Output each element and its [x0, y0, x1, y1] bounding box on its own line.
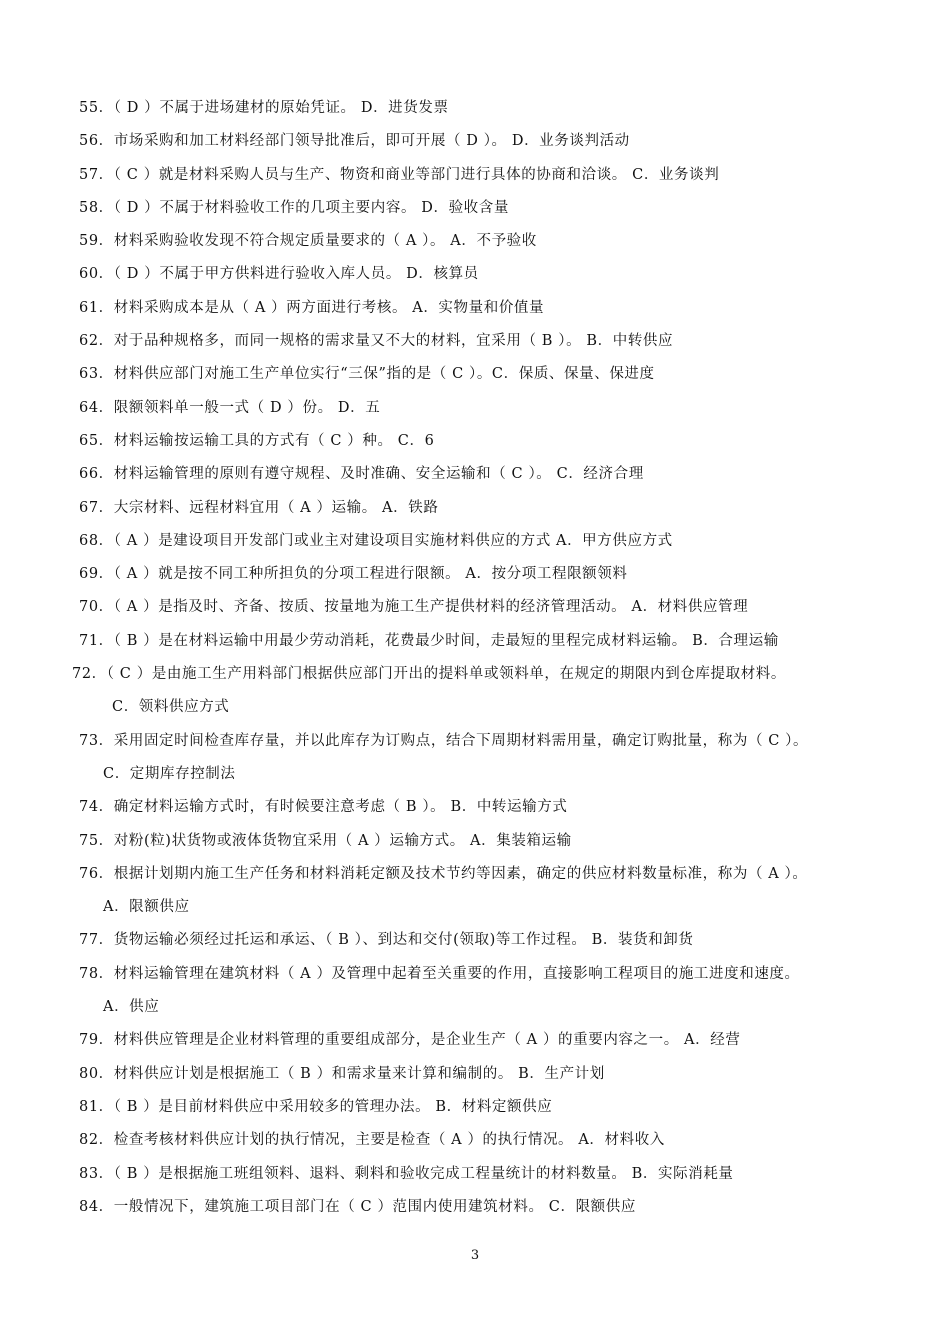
question-73: 73．采用固定时间检查库存量，并以此库存为订购点，结合下周期材料需用量，确定订购批量，称为（ C ）。	[79, 732, 809, 749]
answer-78: A．供应	[103, 999, 160, 1016]
question-62: 62．对于品种规格多，而同一规格的需求量又不大的材料，宜采用（ B ）。 B．中转供应	[79, 333, 674, 350]
question-55: 55．（ D ）不属于进场建材的原始凭证。 D．进货发票	[79, 100, 449, 116]
question-72: 72．（ C ）是由施工生产用料部门根据供应部门开出的提料单或领料单，在规定的期限内到仓库提取材料。	[72, 666, 787, 683]
answer-76: A．限额供应	[103, 899, 190, 916]
answer-72: C．领料供应方式	[112, 699, 230, 716]
page-number: 3	[470, 1248, 480, 1263]
question-82: 82．检查考核材料供应计划的执行情况，主要是检查（ A ）的执行情况。 A．材料收入	[79, 1132, 665, 1149]
question-75: 75．对粉(粒)状货物或液体货物宜采用（ A ）运输方式。 A．集装箱运输	[79, 832, 572, 849]
question-65: 65．材料运输按运输工具的方式有（ C ）种。 C．6	[79, 432, 435, 449]
question-63: 63．材料供应部门对施工生产单位实行“三保”指的是（ C ）。C．保质、保量、保进度	[79, 366, 655, 383]
question-70: 70．（ A ）是指及时、齐备、按质、按量地为施工生产提供材料的经济管理活动。 A．材料供应管理	[79, 599, 749, 616]
question-74: 74．确定材料运输方式时，有时候要注意考虑（ B ）。 B．中转运输方式	[79, 799, 568, 816]
question-59: 59．材料采购验收发现不符合规定质量要求的（ A ）。 A．不予验收	[79, 233, 537, 250]
question-68: 68．（ A ）是建设项目开发部门或业主对建设项目实施材料供应的方式 A．甲方供应方式	[79, 532, 673, 549]
question-71: 71．（ B ）是在材料运输中用最少劳动消耗，花费最少时间，走最短的里程完成材料运输。 B．合理运输	[79, 632, 779, 649]
question-69: 69．（ A ）就是按不同工种所担负的分项工程进行限额。 A．按分项工程限额领料	[79, 566, 628, 583]
question-84: 84．一般情况下，建筑施工项目部门在（ C ）范围内使用建筑材料。 C．限额供应	[79, 1198, 636, 1215]
question-76: 76．根据计划期内施工生产任务和材料消耗定额及技术节约等因素，确定的供应材料数量标准，称为（ A ）。	[79, 865, 808, 882]
question-83: 83．（ B ）是根据施工班组领料、退料、剩料和验收完成工程量统计的材料数量。 B．实际消耗量	[79, 1165, 734, 1182]
question-56: 56．市场采购和加工材料经部门领导批准后，即可开展（ D ）。 D．业务谈判活动	[79, 133, 630, 150]
answer-73: C．定期库存控制法	[103, 765, 236, 782]
question-66: 66．材料运输管理的原则有遵守规程、及时准确、安全运输和（ C ）。 C．经济合理	[79, 466, 644, 483]
question-60: 60．（ D ）不属于甲方供料进行验收入库人员。 D．核算员	[79, 266, 479, 283]
question-78: 78．材料运输管理在建筑材料（ A ）及管理中起着至关重要的作用，直接影响工程项目的施工进度和速度。	[79, 965, 800, 982]
question-67: 67．大宗材料、远程材料宜用（ A ）运输。 A．铁路	[79, 499, 439, 516]
question-57: 57．（ C ）就是材料采购人员与生产、物资和商业等部门进行具体的协商和洽谈。 C．业务谈判	[79, 166, 720, 183]
question-81: 81．（ B ）是目前材料供应中采用较多的管理办法。 B．材料定额供应	[79, 1098, 553, 1115]
question-list	[0, 92, 950, 1224]
question-79: 79．材料供应管理是企业材料管理的重要组成部分，是企业生产（ A ）的重要内容之一。 A．经营	[79, 1032, 741, 1049]
question-61: 61．材料采购成本是从（ A ）两方面进行考核。 A．实物量和价值量	[79, 299, 545, 316]
question-77: 77．货物运输必须经过托运和承运、（ B ）、到达和交付(领取)等工作过程。 B．装货和卸货	[79, 932, 694, 949]
question-58: 58．（ D ）不属于材料验收工作的几项主要内容。 D．验收含量	[79, 199, 509, 216]
question-80: 80．材料供应计划是根据施工（ B ）和需求量来计算和编制的。 B．生产计划	[79, 1065, 605, 1082]
question-64: 64．限额领料单一般一式（ D ）份。 D．五	[79, 399, 381, 416]
